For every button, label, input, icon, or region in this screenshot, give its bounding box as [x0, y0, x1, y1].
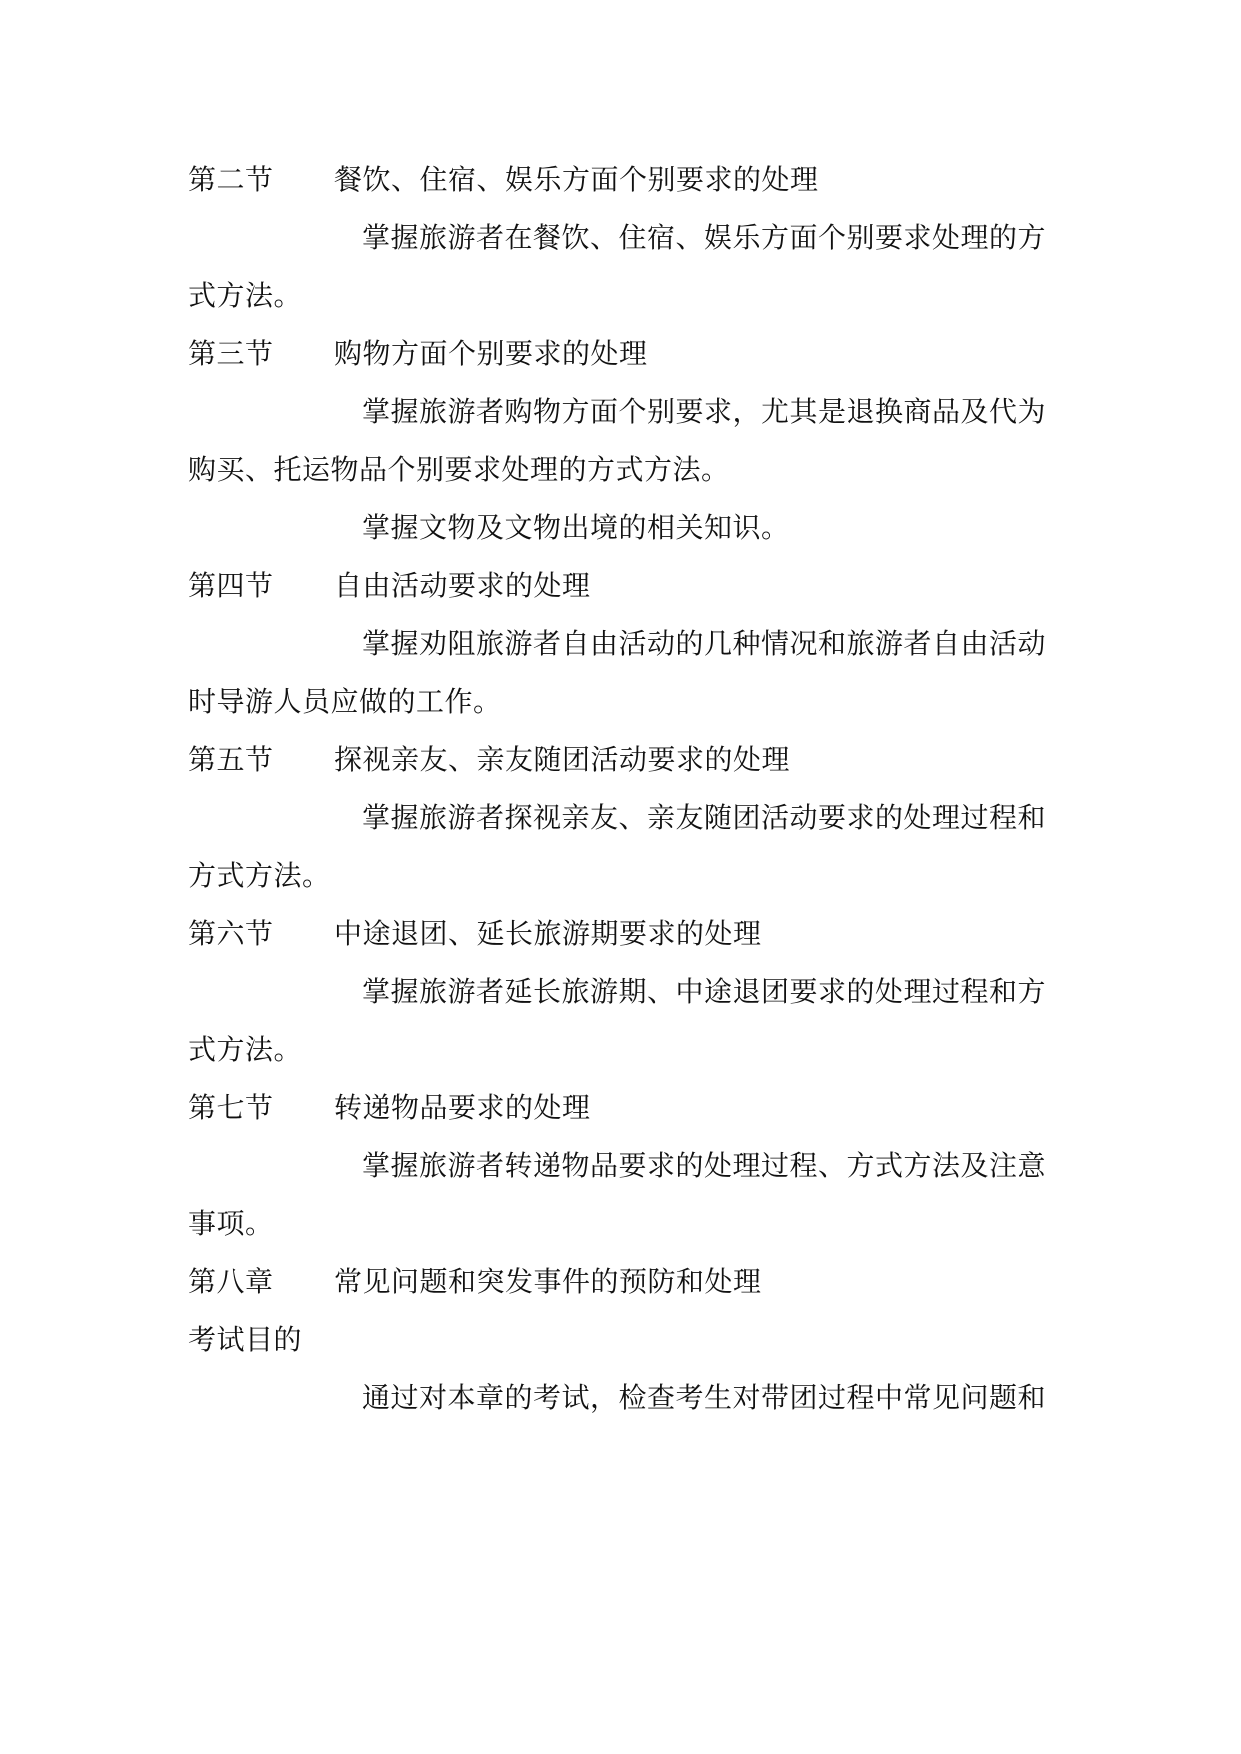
paragraph-line: 掌握旅游者购物方面个别要求，尤其是退换商品及代为 — [362, 395, 1047, 428]
section-heading — [188, 160, 819, 200]
paragraph-line: 时导游人员应做的工作。 — [188, 685, 502, 718]
section-number: 第二节 — [188, 163, 274, 196]
paragraph-line: 方式方法。 — [188, 859, 331, 892]
section-number: 第七节 — [188, 1091, 274, 1124]
section-title: 转递物品要求的处理 — [334, 1091, 591, 1124]
section-heading — [188, 334, 648, 374]
section-title: 探视亲友、亲友随团活动要求的处理 — [334, 743, 791, 776]
paragraph-line: 式方法。 — [188, 279, 303, 312]
section-number: 第六节 — [188, 917, 274, 950]
paragraph-line: 掌握旅游者探视亲友、亲友随团活动要求的处理过程和 — [362, 801, 1047, 834]
chapter-title: 常见问题和突发事件的预防和处理 — [334, 1265, 762, 1298]
section-number: 第五节 — [188, 743, 274, 776]
section-number: 第四节 — [188, 569, 274, 602]
exam-purpose-heading: 考试目的 — [188, 1323, 303, 1356]
section-title: 餐饮、住宿、娱乐方面个别要求的处理 — [334, 163, 819, 196]
section-number: 第三节 — [188, 337, 274, 370]
section-title: 自由活动要求的处理 — [334, 569, 591, 602]
section-title: 购物方面个别要求的处理 — [334, 337, 648, 370]
chapter-number: 第八章 — [188, 1265, 274, 1298]
paragraph-line: 掌握旅游者延长旅游期、中途退团要求的处理过程和方 — [362, 975, 1047, 1008]
section-heading — [188, 914, 762, 954]
paragraph-line: 式方法。 — [188, 1033, 303, 1066]
section-heading — [188, 740, 790, 780]
paragraph-line: 掌握旅游者转递物品要求的处理过程、方式方法及注意 — [362, 1149, 1047, 1182]
chapter-heading — [188, 1262, 762, 1302]
paragraph-line: 事项。 — [188, 1207, 274, 1240]
paragraph-line: 掌握劝阻旅游者自由活动的几种情况和旅游者自由活动 — [362, 627, 1047, 660]
section-heading — [188, 1088, 591, 1128]
section-heading — [188, 566, 591, 606]
paragraph-line: 掌握文物及文物出境的相关知识。 — [362, 511, 790, 544]
paragraph-line: 购买、托运物品个别要求处理的方式方法。 — [188, 453, 730, 486]
paragraph-line: 通过对本章的考试，检查考生对带团过程中常见问题和 — [362, 1381, 1047, 1414]
section-title: 中途退团、延长旅游期要求的处理 — [334, 917, 762, 950]
paragraph-line: 掌握旅游者在餐饮、住宿、娱乐方面个别要求处理的方 — [362, 221, 1047, 254]
